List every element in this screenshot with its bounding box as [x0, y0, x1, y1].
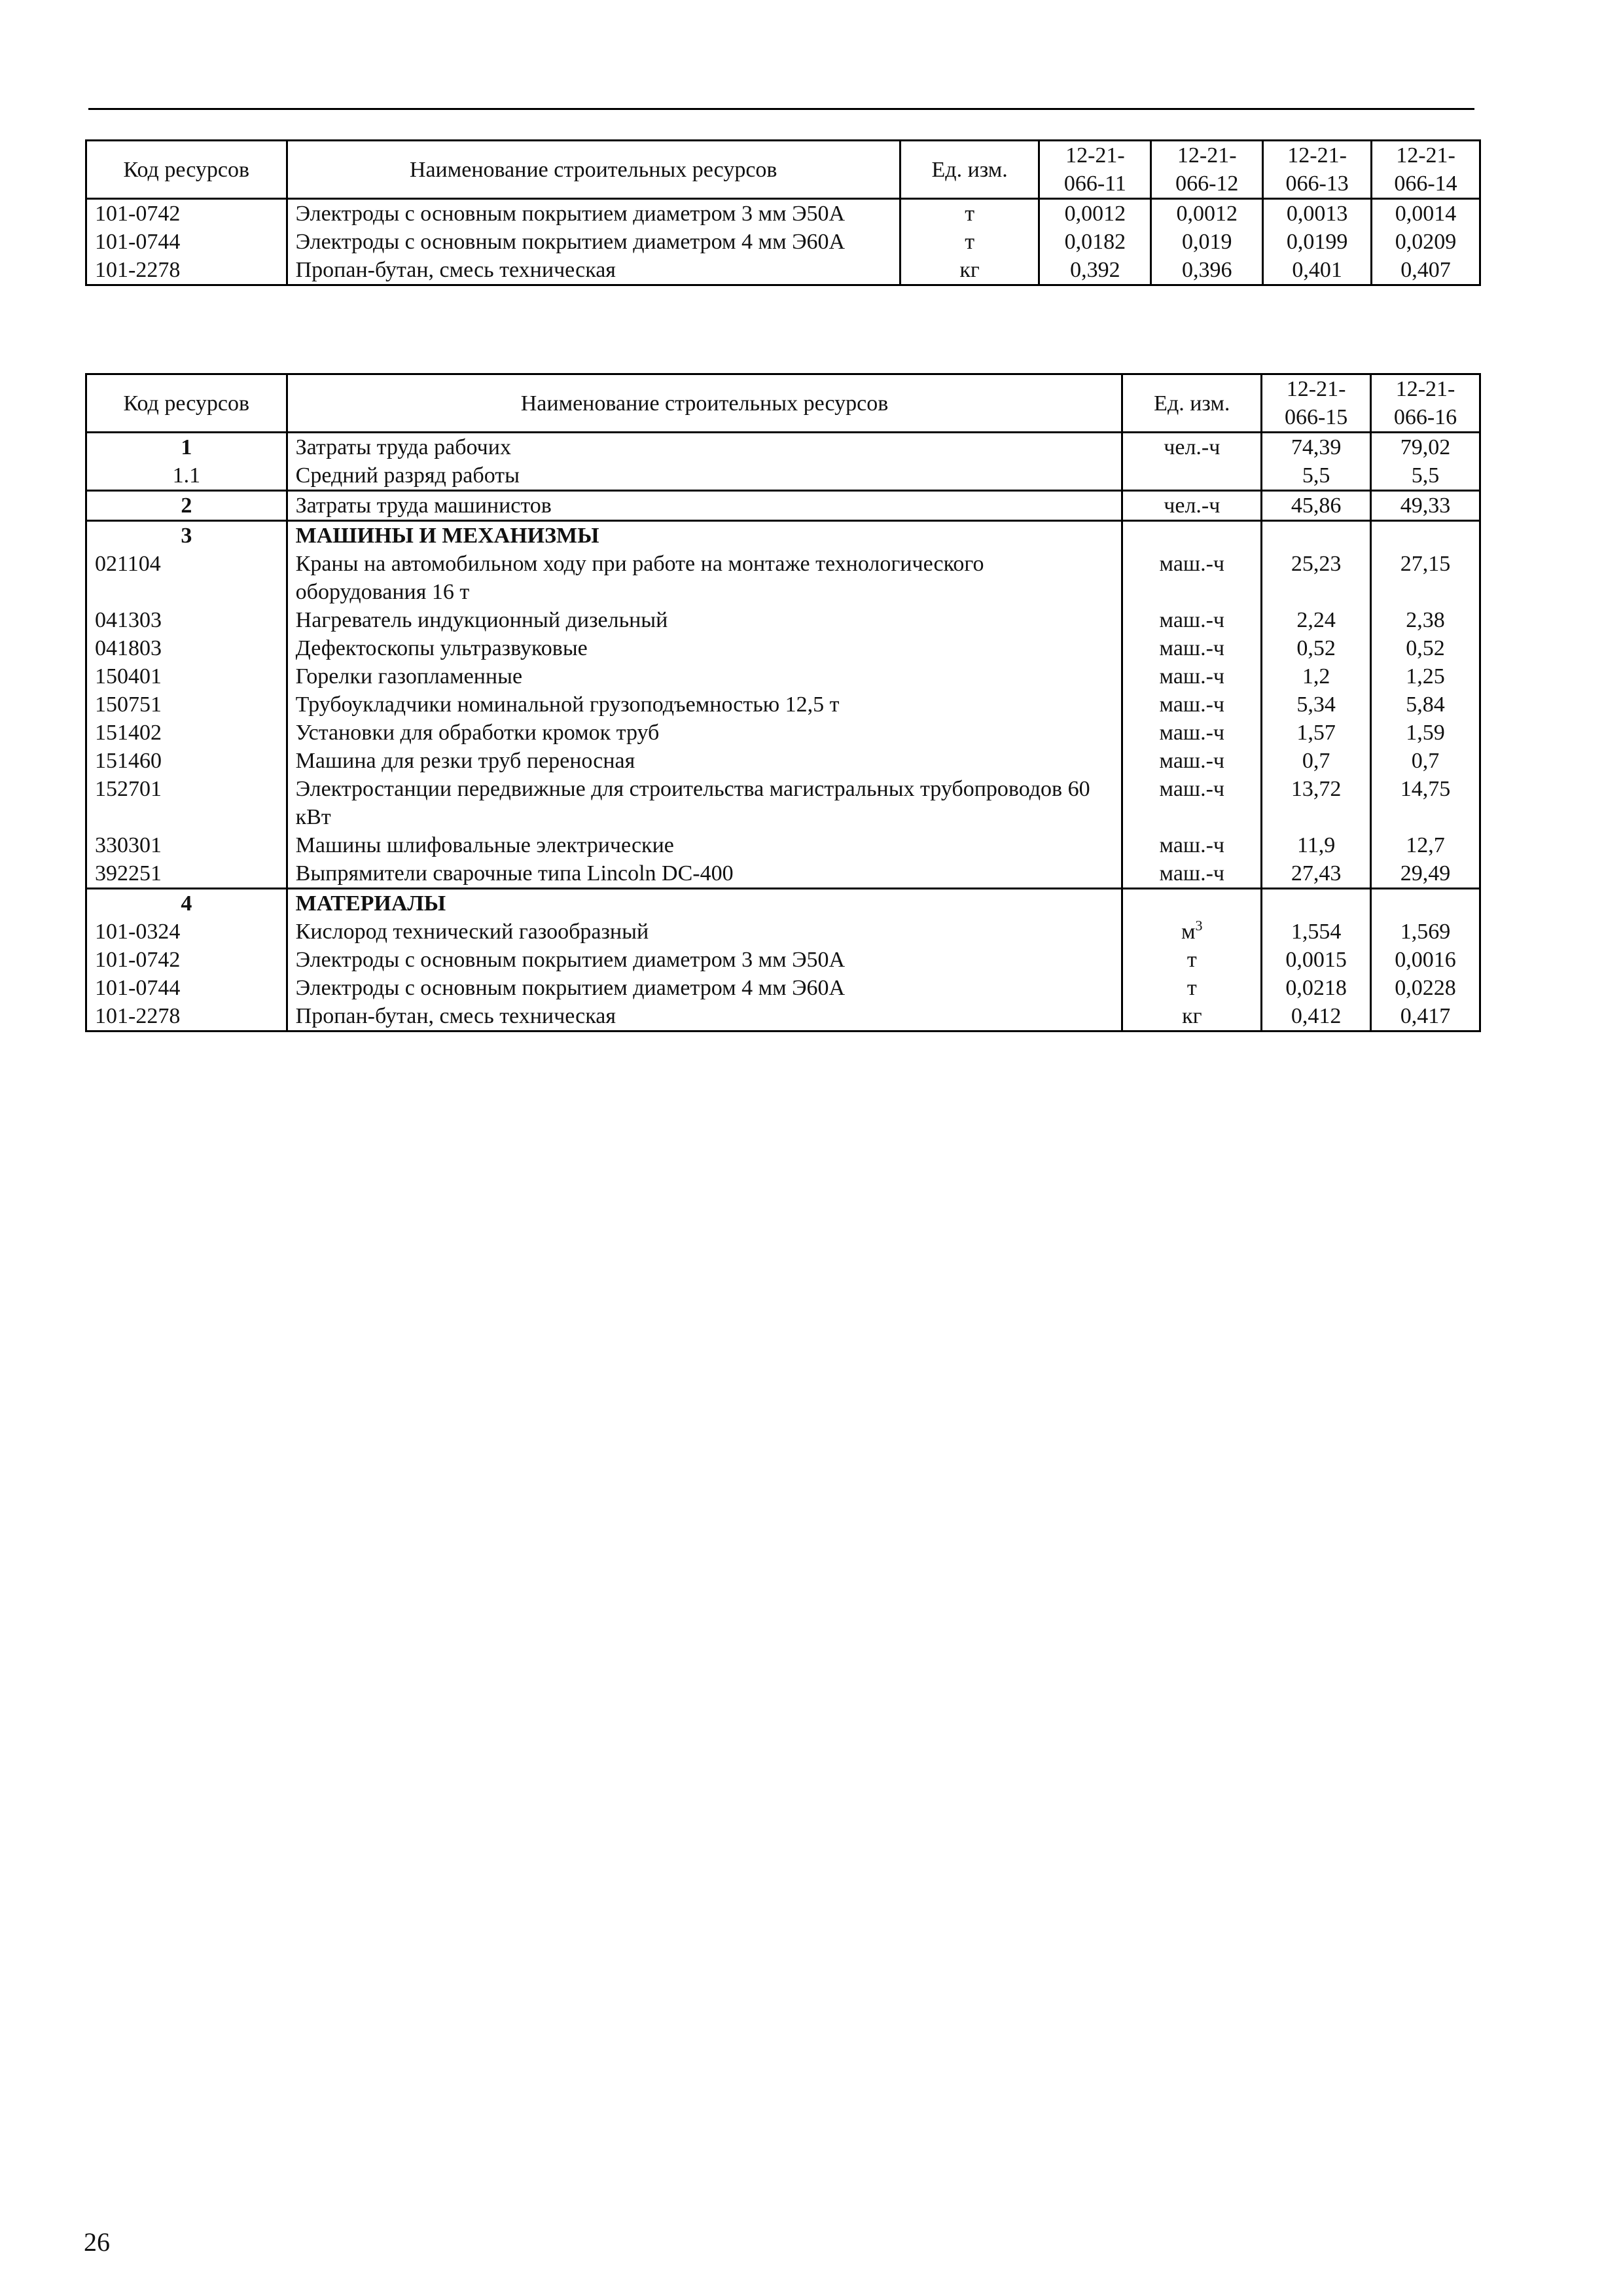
- cell-value: 2,24: [1262, 606, 1371, 634]
- table-row: [86, 199, 1480, 228]
- cell-value: 0,0199: [1263, 228, 1372, 256]
- section-row: [86, 889, 1480, 918]
- cell-unit: чел.-ч: [1122, 433, 1262, 462]
- header-col: 12-21- 066-14: [1372, 141, 1480, 199]
- cell-code: 041303: [86, 606, 287, 634]
- cell-code: 330301: [86, 831, 287, 859]
- cell-name: Кислород технический газообразный: [287, 918, 1122, 946]
- cell-code: 101-2278: [86, 1002, 287, 1031]
- cell-code: 021104: [86, 550, 287, 606]
- table-row: [86, 228, 1480, 256]
- cell-value: [1371, 521, 1480, 550]
- cell-name: Электроды с основным покрытием диаметром 3 мм Э50А: [287, 946, 1122, 974]
- cell-unit: маш.-ч: [1122, 775, 1262, 831]
- table-row: [86, 918, 1480, 946]
- cell-name: Электроды с основным покрытием диаметром 3 мм Э50А: [287, 199, 900, 228]
- cell-name: Электроды с основным покрытием диаметром 4 мм Э60А: [287, 228, 900, 256]
- cell-unit: маш.-ч: [1122, 662, 1262, 691]
- cell-unit: т: [900, 199, 1039, 228]
- cell-code: 101-0742: [86, 199, 287, 228]
- table-row: [86, 831, 1480, 859]
- header-col: 12-21- 066-11: [1039, 141, 1151, 199]
- cell-unit: [1122, 889, 1262, 918]
- cell-value: 0,0228: [1371, 974, 1480, 1002]
- header-col: 12-21- 066-16: [1371, 374, 1480, 433]
- table-row: [86, 634, 1480, 662]
- table-row: [86, 491, 1480, 521]
- resources-table-2: [85, 373, 1481, 1032]
- cell-unit: маш.-ч: [1122, 747, 1262, 775]
- header-name: Наименование строительных ресурсов: [287, 374, 1122, 433]
- cell-code: 151402: [86, 719, 287, 747]
- cell-value: 1,25: [1371, 662, 1480, 691]
- header-col: 12-21- 066-15: [1262, 374, 1371, 433]
- cell-value: 1,554: [1262, 918, 1371, 946]
- table-row: [86, 974, 1480, 1002]
- cell-value: 1,2: [1262, 662, 1371, 691]
- cell-unit: кг: [900, 256, 1039, 285]
- cell-name: Трубоукладчики номинальной грузоподъемностью 12,5 т: [287, 691, 1122, 719]
- table-row: [86, 662, 1480, 691]
- table-row: [86, 461, 1480, 491]
- header-code: Код ресурсов: [86, 141, 287, 199]
- cell-value: 45,86: [1262, 491, 1371, 521]
- cell-value: 0,52: [1262, 634, 1371, 662]
- cell-unit: чел.-ч: [1122, 491, 1262, 521]
- cell-name: Установки для обработки кромок труб: [287, 719, 1122, 747]
- cell-name: Электроды с основным покрытием диаметром 4 мм Э60А: [287, 974, 1122, 1002]
- cell-code: 101-0744: [86, 974, 287, 1002]
- cell-unit: т: [1122, 946, 1262, 974]
- cell-value: 0,417: [1371, 1002, 1480, 1031]
- table-row: [86, 1002, 1480, 1031]
- cell-value: 11,9: [1262, 831, 1371, 859]
- cell-name: Дефектоскопы ультразвуковые: [287, 634, 1122, 662]
- cell-unit: маш.-ч: [1122, 634, 1262, 662]
- cell-value: 5,84: [1371, 691, 1480, 719]
- unit-text: м: [1181, 920, 1196, 944]
- cell-name: Машина для резки труб переносная: [287, 747, 1122, 775]
- cell-unit: маш.-ч: [1122, 859, 1262, 889]
- cell-value: 0,0013: [1263, 199, 1372, 228]
- cell-value: 25,23: [1262, 550, 1371, 606]
- cell-unit: [1122, 461, 1262, 491]
- cell-value: 0,0218: [1262, 974, 1371, 1002]
- cell-code: 101-0324: [86, 918, 287, 946]
- cell-name: Горелки газопламенные: [287, 662, 1122, 691]
- cell-value: [1262, 889, 1371, 918]
- cell-value: 0,392: [1039, 256, 1151, 285]
- cell-value: 0,7: [1371, 747, 1480, 775]
- cell-value: 0,019: [1151, 228, 1263, 256]
- cell-name: Выпрямители сварочные типа Lincoln DC-400: [287, 859, 1122, 889]
- cell-code: 101-2278: [86, 256, 287, 285]
- header-col: 12-21- 066-12: [1151, 141, 1263, 199]
- cell-code: 150751: [86, 691, 287, 719]
- cell-unit: маш.-ч: [1122, 606, 1262, 634]
- table-row: [86, 719, 1480, 747]
- cell-value: [1371, 889, 1480, 918]
- cell-value: 27,15: [1371, 550, 1480, 606]
- cell-value: 5,34: [1262, 691, 1371, 719]
- cell-value: 0,0209: [1372, 228, 1480, 256]
- cell-name: Затраты труда рабочих: [287, 433, 1122, 462]
- cell-unit: маш.-ч: [1122, 719, 1262, 747]
- page-number: 26: [84, 2227, 110, 2257]
- table-row: [86, 256, 1480, 285]
- cell-value: 0,396: [1151, 256, 1263, 285]
- table-row: [86, 550, 1480, 606]
- cell-unit: маш.-ч: [1122, 831, 1262, 859]
- cell-code: 101-0744: [86, 228, 287, 256]
- header-col: 12-21- 066-13: [1263, 141, 1372, 199]
- cell-name: Краны на автомобильном ходу при работе на монтаже технологического оборудования 16 т: [287, 550, 1122, 606]
- cell-unit: кг: [1122, 1002, 1262, 1031]
- cell-value: 1,59: [1371, 719, 1480, 747]
- cell-value: 0,0182: [1039, 228, 1151, 256]
- cell-code: 101-0742: [86, 946, 287, 974]
- table-row: [86, 747, 1480, 775]
- cell-value: 49,33: [1371, 491, 1480, 521]
- top-rule: [88, 108, 1474, 110]
- cell-value: 0,52: [1371, 634, 1480, 662]
- cell-unit: маш.-ч: [1122, 691, 1262, 719]
- unit-superscript: 3: [1195, 917, 1203, 934]
- cell-value: 79,02: [1371, 433, 1480, 462]
- cell-name: Нагреватель индукционный дизельный: [287, 606, 1122, 634]
- cell-value: [1262, 521, 1371, 550]
- cell-value: 13,72: [1262, 775, 1371, 831]
- cell-code: 1.1: [86, 461, 287, 491]
- table-header-row: [86, 374, 1480, 433]
- table-row: [86, 433, 1480, 462]
- cell-value: 5,5: [1262, 461, 1371, 491]
- cell-value: 12,7: [1371, 831, 1480, 859]
- cell-value: 0,401: [1263, 256, 1372, 285]
- cell-code: 151460: [86, 747, 287, 775]
- table-row: [86, 859, 1480, 889]
- section-title: МАШИНЫ И МЕХАНИЗМЫ: [287, 521, 1122, 550]
- cell-name: Электростанции передвижные для строительства магистральных трубопроводов 60 кВт: [287, 775, 1122, 831]
- cell-code: 392251: [86, 859, 287, 889]
- cell-code: 1: [86, 433, 287, 462]
- cell-value: 74,39: [1262, 433, 1371, 462]
- table-row: [86, 946, 1480, 974]
- cell-code: 041803: [86, 634, 287, 662]
- cell-value: 27,43: [1262, 859, 1371, 889]
- cell-code: 152701: [86, 775, 287, 831]
- table-header-row: [86, 141, 1480, 199]
- cell-value: 0,0012: [1039, 199, 1151, 228]
- table-row: [86, 691, 1480, 719]
- cell-unit: маш.-ч: [1122, 550, 1262, 606]
- cell-value: 5,5: [1371, 461, 1480, 491]
- cell-name: Пропан-бутан, смесь техническая: [287, 1002, 1122, 1031]
- cell-value: 14,75: [1371, 775, 1480, 831]
- cell-name: Пропан-бутан, смесь техническая: [287, 256, 900, 285]
- cell-code: 2: [86, 491, 287, 521]
- cell-name: Средний разряд работы: [287, 461, 1122, 491]
- cell-unit: [1122, 521, 1262, 550]
- header-code: Код ресурсов: [86, 374, 287, 433]
- cell-value: 0,0012: [1151, 199, 1263, 228]
- resources-table-1: [85, 139, 1481, 286]
- section-row: [86, 521, 1480, 550]
- cell-unit: [1122, 918, 1262, 946]
- section-title: МАТЕРИАЛЫ: [287, 889, 1122, 918]
- cell-value: 1,569: [1371, 918, 1480, 946]
- cell-value: 29,49: [1371, 859, 1480, 889]
- header-name: Наименование строительных ресурсов: [287, 141, 900, 199]
- cell-value: 0,0014: [1372, 199, 1480, 228]
- cell-value: 0,407: [1372, 256, 1480, 285]
- cell-code: 150401: [86, 662, 287, 691]
- cell-value: 1,57: [1262, 719, 1371, 747]
- table-row: [86, 775, 1480, 831]
- cell-code: 4: [86, 889, 287, 918]
- cell-value: 0,412: [1262, 1002, 1371, 1031]
- cell-value: 0,0015: [1262, 946, 1371, 974]
- header-unit: Ед. изм.: [900, 141, 1039, 199]
- header-unit: Ед. изм.: [1122, 374, 1262, 433]
- cell-value: 2,38: [1371, 606, 1480, 634]
- cell-name: Машины шлифовальные электрические: [287, 831, 1122, 859]
- cell-value: 0,7: [1262, 747, 1371, 775]
- cell-code: 3: [86, 521, 287, 550]
- cell-name: Затраты труда машинистов: [287, 491, 1122, 521]
- table-row: [86, 606, 1480, 634]
- cell-unit: т: [900, 228, 1039, 256]
- cell-value: 0,0016: [1371, 946, 1480, 974]
- cell-unit: т: [1122, 974, 1262, 1002]
